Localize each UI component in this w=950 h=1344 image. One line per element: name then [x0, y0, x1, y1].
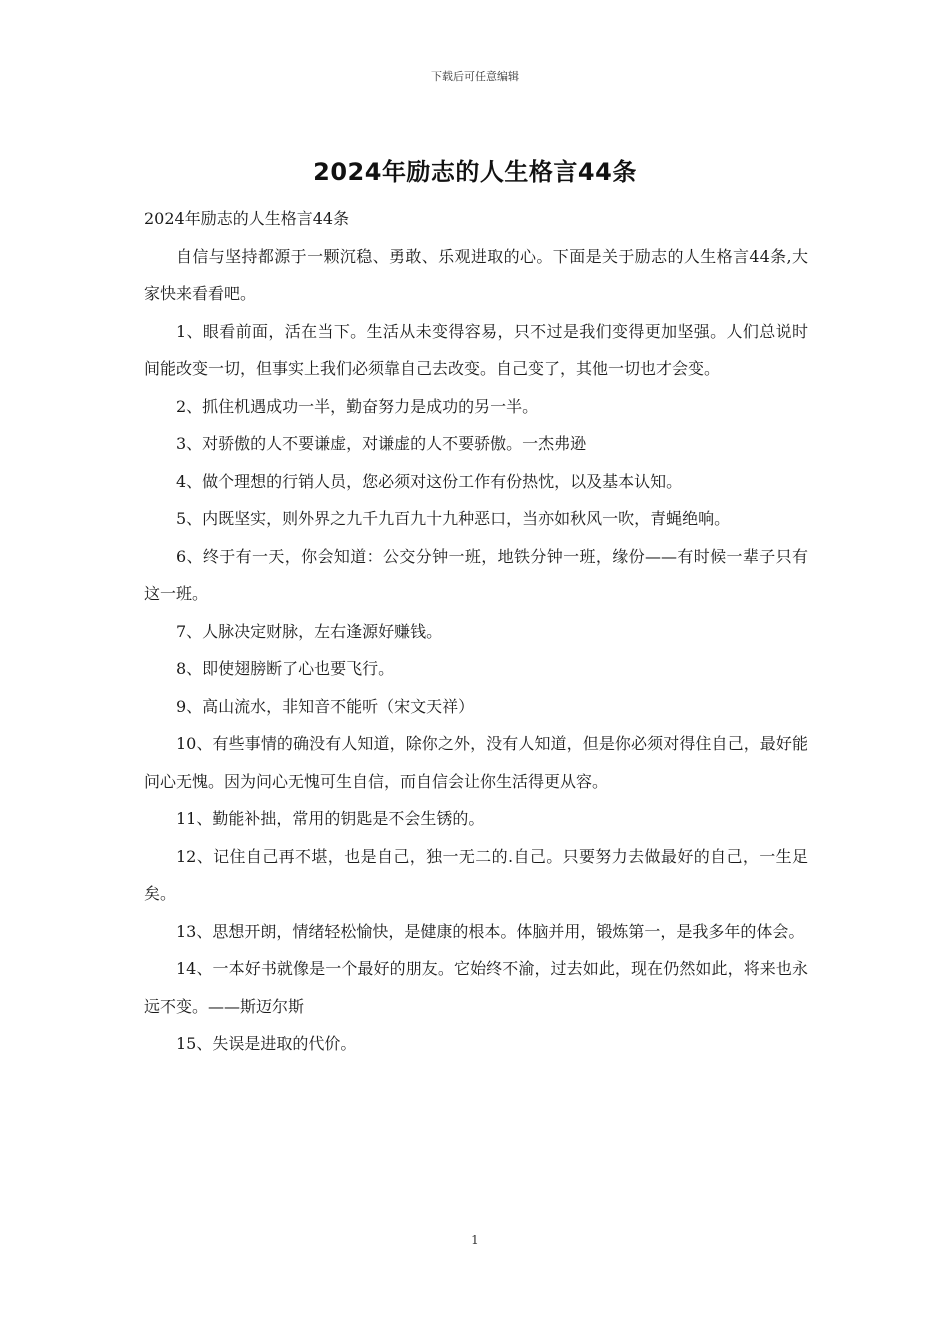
quote-item: 1、眼看前面，活在当下。生活从未变得容易，只不过是我们变得更加坚强。人们总说时间能改变一切，但事实上我们必须靠自己去改变。自己变了，其他一切也才会变。	[144, 321, 808, 378]
quote-item: 8、即使翅膀断了心也要飞行。	[176, 659, 395, 678]
document-body	[144, 200, 808, 1063]
quote-item: 11、勤能补拙，常用的钥匙是不会生锈的。	[176, 809, 485, 828]
header-note: 下载后可任意编辑	[431, 70, 519, 83]
document-title: 2024年励志的人生格言44条	[313, 158, 637, 186]
quote-item: 14、一本好书就像是一个最好的朋友。它始终不渝，过去如此，现在仍然如此，将来也永远不变。——斯迈尔斯	[144, 959, 808, 1016]
quote-item: 13、思想开朗，情绪轻松愉快，是健康的根本。体脑并用，锻炼第一，是我多年的体会。	[176, 921, 805, 941]
quote-item: 3、对骄傲的人不要谦虚，对谦虚的人不要骄傲。一杰弗逊	[176, 434, 587, 453]
quote-item: 10、有些事情的确没有人知道，除你之外，没有人知道，但是你必须对得住自己，最好能问心无愧。因为问心无愧可生自信，而自信会让你生活得更从容。	[144, 734, 808, 791]
quote-item: 6、终于有一天，你会知道：公交分钟一班，地铁分钟一班，缘份——有时候一辈子只有这一班。	[144, 546, 808, 603]
quote-item: 5、内既坚实，则外界之九千九百九十九种恶口，当亦如秋风一吹，青蝇绝响。	[176, 509, 731, 528]
quote-item: 15、失误是进取的代价。	[176, 1034, 357, 1053]
quote-item: 2、抓住机遇成功一半，勤奋努力是成功的另一半。	[176, 396, 539, 416]
intro-paragraph: 自信与坚持都源于一颗沉稳、勇敢、乐观进取的心。下面是关于励志的人生格言44条,大家快来看看吧。	[144, 246, 808, 303]
quote-item: 4、做个理想的行销人员，您必须对这份工作有份热忱，以及基本认知。	[176, 471, 683, 491]
quote-item: 9、高山流水，非知音不能听（宋文天祥）	[176, 696, 475, 716]
page-number: 1	[471, 1233, 479, 1247]
quote-item: 12、记住自己再不堪，也是自己，独一无二的.自己。只要努力去做最好的自己，一生足矣。	[144, 846, 808, 903]
quote-item: 7、人脉决定财脉，左右逢源好赚钱。	[176, 621, 443, 641]
document-subtitle: 2024年励志的人生格言44条	[144, 209, 350, 228]
